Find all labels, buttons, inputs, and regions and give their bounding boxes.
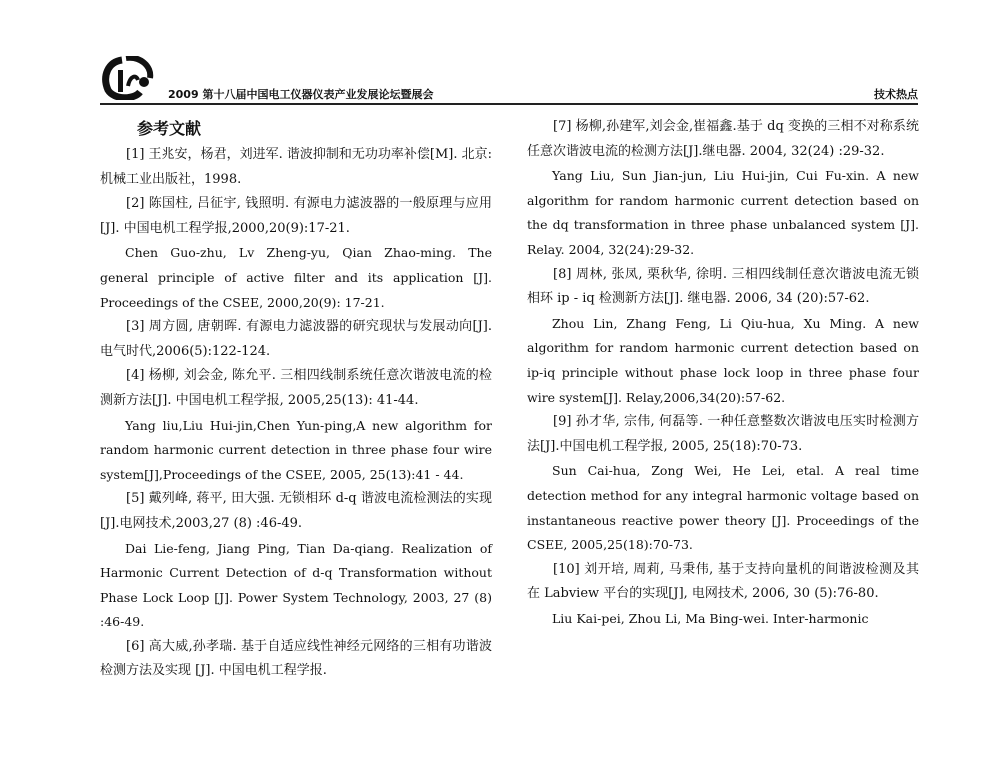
right-column <box>527 115 919 631</box>
reference-entry: [3] 周方圆, 唐朝晖. 有源电力滤波器的研究现状与发展动向[J].电气时代,2006(5):122-124. <box>100 319 492 359</box>
reference-entry: Yang Liu, Sun Jian-jun, Liu Hui-jin, Cui Fu-xin. A new algorithm for random harmonic current detection based on the dq transformation in three phase unbalanced system [J]. Relay. 2004, 32(24):29-32. <box>527 168 919 257</box>
reference-entry: Sun Cai-hua, Zong Wei, He Lei, etal. A real time detection method for any integral harmonic voltage based on instantaneous reactive power theory [J]. Proceedings of the CSEE, 2005,25(18):70-73. <box>527 463 919 553</box>
reference-entry: [9] 孙才华, 宗伟, 何磊等. 一种任意整数次谐波电压实时检测方法[J].中国电机工程学报, 2005, 25(18):70-73. <box>527 414 919 454</box>
reference-entry: Dai Lie-feng, Jiang Ping, Tian Da-qiang. Realization of Harmonic Current Detection of d-q Transformation without Phase Lock Loop [J]. Power System Technology, 2003, 27 (8) :46-49. <box>100 540 492 630</box>
reference-entry: Liu Kai-pei, Zhou Li, Ma Bing-wei. Inter-harmonic <box>552 610 869 626</box>
reference-entry: Zhou Lin, Zhang Feng, Li Qiu-hua, Xu Ming. A new algorithm for random harmonic current detection based on ip-iq principle without phase lock loop in three phase four wire system[J]. Relay,2006,34(20):57-62. <box>527 315 919 405</box>
reference-entry: [2] 陈国柱, 吕征宇, 钱照明. 有源电力滤波器的一般原理与应用[J]. 中国电机工程学报,2000,20(9):17-21. <box>100 196 492 236</box>
header-rule <box>100 103 918 105</box>
reference-entry: [10] 刘开培, 周莉, 马秉伟, 基于支持向量机的间谐波检测及其在 Labview 平台的实现[J], 电网技术, 2006, 30 (5):76-80. <box>527 561 919 602</box>
reference-entry: Chen Guo-zhu, Lv Zheng-yu, Qian Zhao-ming. The general principle of active filter and its application [J]. Proceedings of the CSEE, 2000,20(9): 17-21. <box>100 245 492 310</box>
reference-entry: [4] 杨柳, 刘会金, 陈允平. 三相四线制系统任意次谐波电流的检测新方法[J]. 中国电机工程学报, 2005,25(13): 41-44. <box>100 368 492 408</box>
reference-entry: Yang liu,Liu Hui-jin,Chen Yun-ping,A new algorithm for random harmonic current detection in three phase four wire system[J],Proceedings of the CSEE, 2005, 25(13):41 - 44. <box>100 417 492 482</box>
references-heading: 参考文献 <box>137 119 202 138</box>
left-column <box>100 115 492 684</box>
section-label: 技术热点 <box>874 88 918 101</box>
conference-title: 2009 第十八届中国电工仪器仪表产业发展论坛暨展会 <box>168 88 434 101</box>
reference-entry: [7] 杨柳,孙建军,刘会金,崔福鑫.基于 dq 变换的三相不对称系统任意次谐波电流的检测方法[J].继电器. 2004, 32(24) :29-32. <box>527 119 919 159</box>
reference-entry: [5] 戴列峰, 蒋平, 田大强. 无锁相环 d-q 谐波电流检测法的实现[J].电网技术,2003,27 (8) :46-49. <box>100 491 492 531</box>
conference-logo <box>100 56 160 100</box>
reference-entry: [6] 高大威,孙孝瑞. 基于自适应线性神经元网络的三相有功谐波检测方法及实现 [J]. 中国电机工程学报. <box>100 638 492 679</box>
logo-text: hsf <box>100 56 102 57</box>
reference-entry: [1] 王兆安，杨君，刘进军. 谐波抑制和无功功率补偿[M]. 北京: 机械工业出版社，1998. <box>100 147 492 187</box>
reference-entry: [8] 周林, 张凤, 栗秋华, 徐明. 三相四线制任意次谐波电流无锁相环 ip - iq 检测新方法[J]. 继电器. 2006, 34 (20):57-62. <box>527 266 919 307</box>
